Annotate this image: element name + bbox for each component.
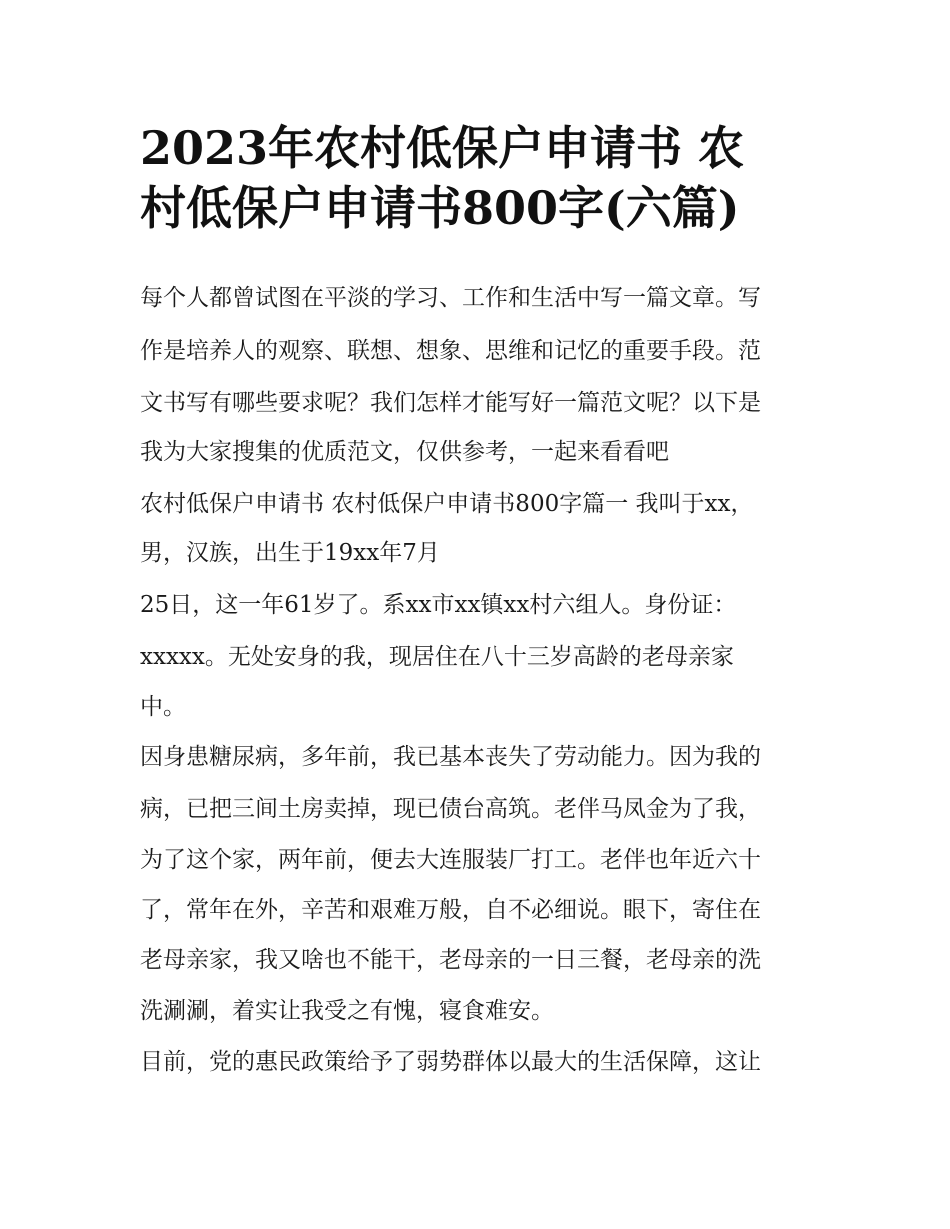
title-line-2: 村低保户申请书800字(六篇) xyxy=(140,181,740,235)
body-line: 为了这个家，两年前，便去大连服装厂打工。老伴也年近六十 xyxy=(140,847,761,873)
body-line: 中。 xyxy=(140,694,186,720)
body-line: 男，汉族，出生于19xx年7月 xyxy=(140,540,440,566)
body-line: 病，已把三间土房卖掉，现已债台高筑。老伴马凤金为了我， xyxy=(140,796,761,822)
body-line: 25日，这一年61岁了。系xx市xx镇xx村六组人。身份证： xyxy=(140,592,737,618)
body-line: 文书写有哪些要求呢？我们怎样才能写好一篇范文呢？以下是 xyxy=(140,390,761,416)
body-line: 洗涮涮，着实让我受之有愧，寝食难安。 xyxy=(140,998,554,1024)
body-line: 目前，党的惠民政策给予了弱势群体以最大的生活保障，这让 xyxy=(140,1049,761,1075)
body-line: 老母亲家，我又啥也不能干，老母亲的一日三餐，老母亲的洗 xyxy=(140,947,761,973)
body-line: xxxxx。无处安身的我，现居住在八十三岁高龄的老母亲家 xyxy=(140,644,734,670)
body-line: 农村低保户申请书 农村低保户申请书800字篇一 我叫于xx， xyxy=(140,491,754,517)
title-line-1: 2023年农村低保户申请书 农 xyxy=(140,121,745,175)
body-line: 因身患糖尿病，多年前，我已基本丧失了劳动能力。因为我的 xyxy=(140,744,761,770)
body-line: 了，常年在外，辛苦和艰难万般，自不必细说。眼下，寄住在 xyxy=(140,897,761,923)
page-title xyxy=(140,118,830,238)
body-line: 作是培养人的观察、联想、想象、思维和记忆的重要手段。范 xyxy=(140,338,761,364)
body-line: 我为大家搜集的优质范文，仅供参考，一起来看看吧 xyxy=(140,439,669,465)
body-line: 每个人都曾试图在平淡的学习、工作和生活中写一篇文章。写 xyxy=(140,285,761,311)
